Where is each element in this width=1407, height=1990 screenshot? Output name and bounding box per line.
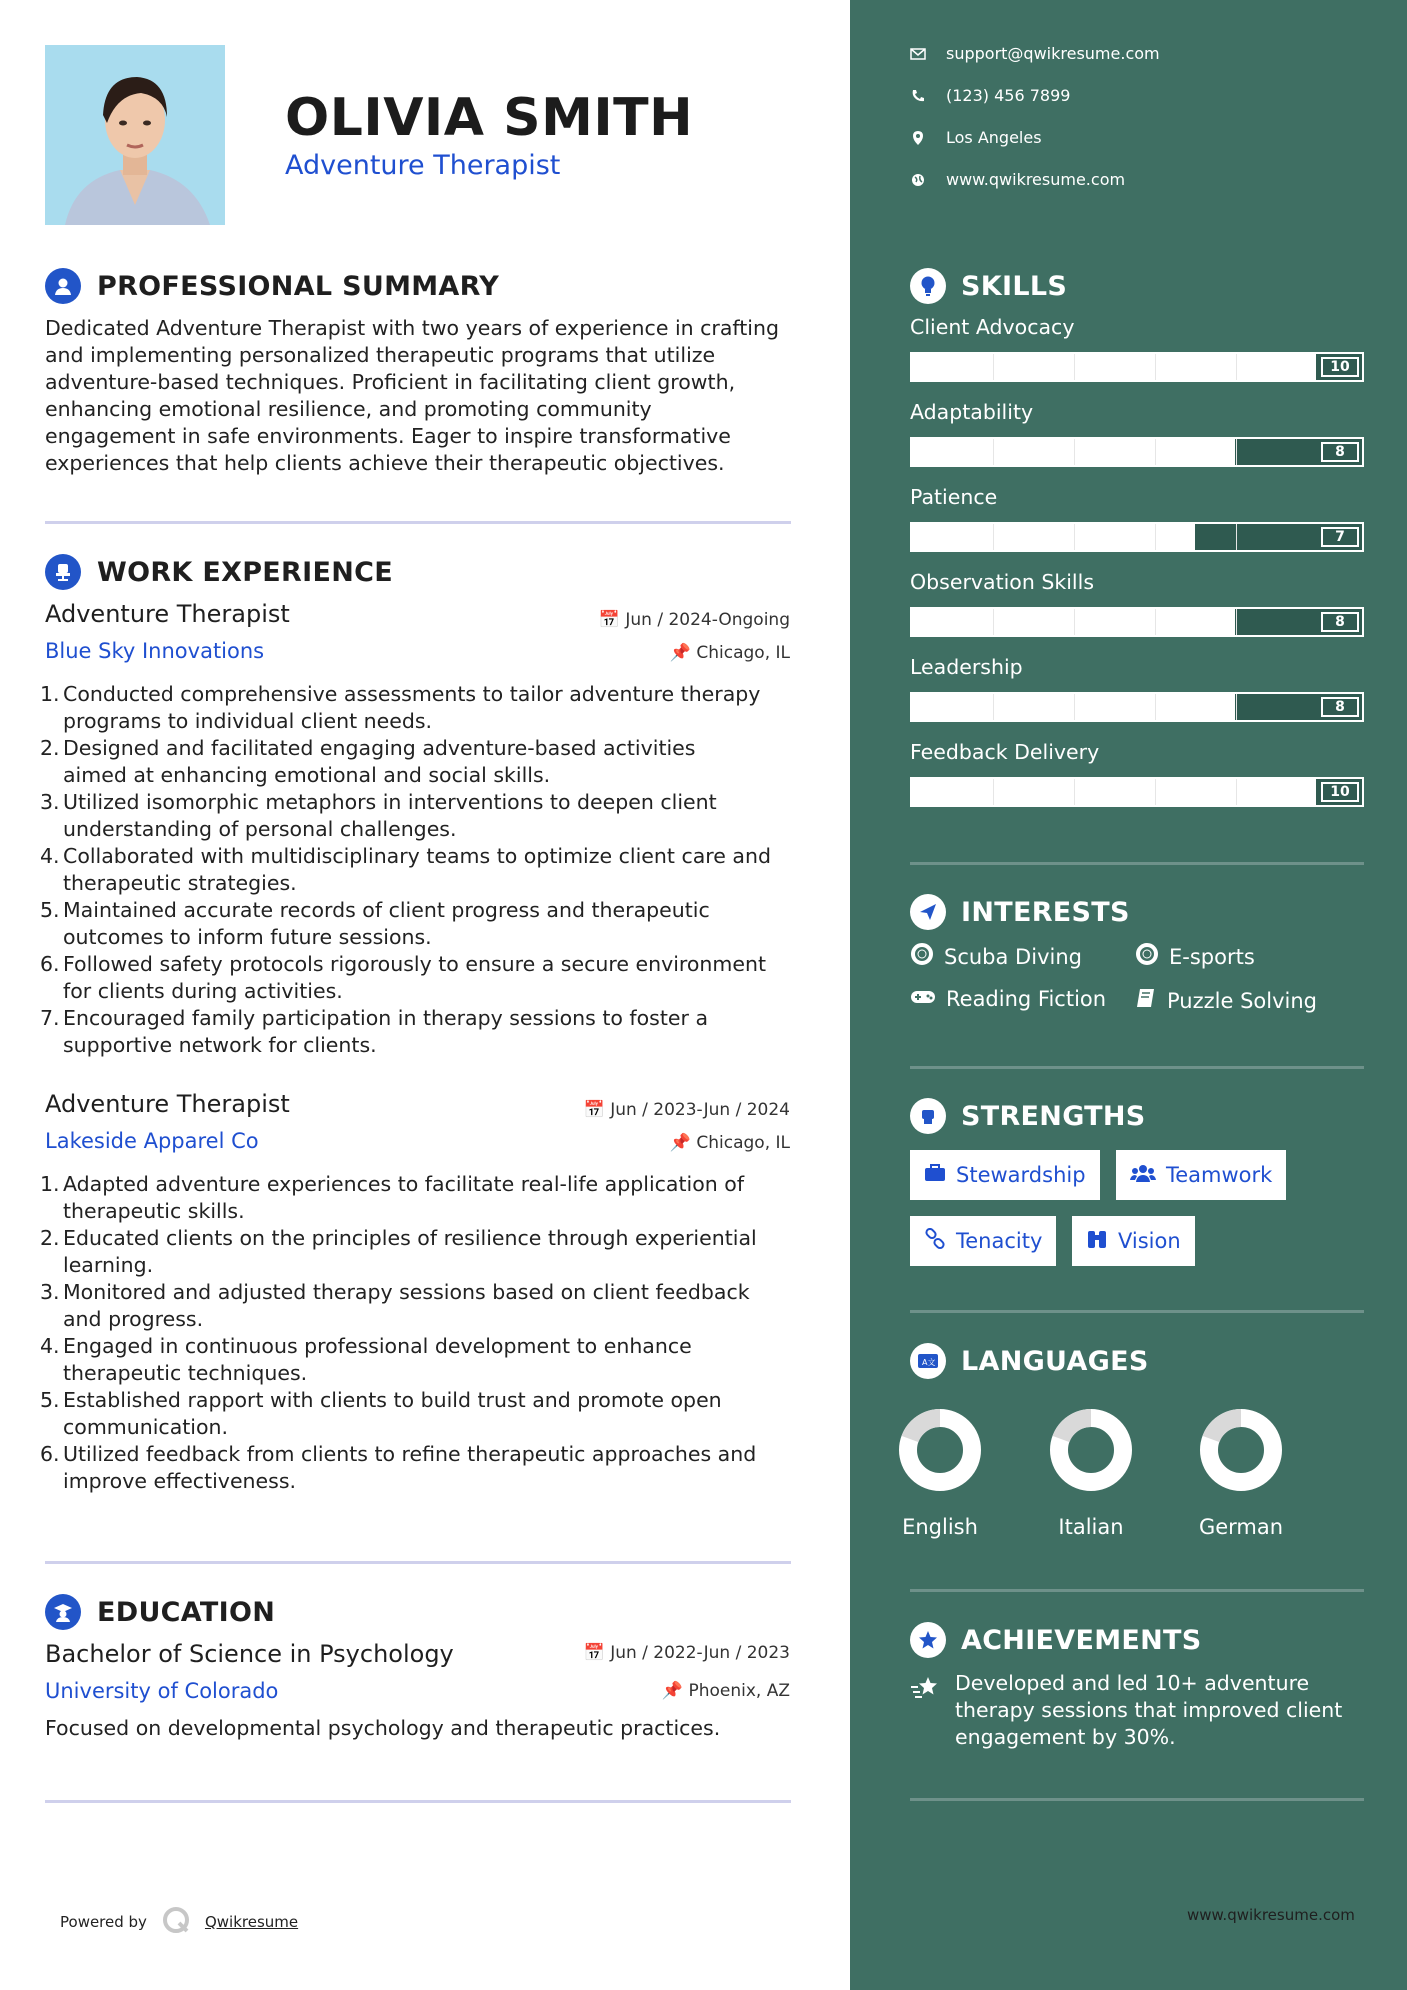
work-section-header: [45, 554, 393, 590]
section-divider: [45, 521, 791, 524]
lifebuoy-icon: [1135, 942, 1159, 971]
graduate-icon: [45, 1594, 81, 1630]
education-description: Focused on developmental psychology and therapeutic practices.: [45, 1716, 721, 1740]
section-divider: [910, 1798, 1364, 1801]
item-number: 4.: [40, 1334, 60, 1358]
summary-line: engagement in safe environments. Eager to inspire transformative: [45, 424, 731, 448]
section-divider: [910, 1589, 1364, 1592]
job-title: Adventure Therapist: [45, 600, 290, 628]
item-text: communication.: [63, 1415, 229, 1439]
summary-section-header: [45, 268, 499, 304]
job-duties: [40, 681, 800, 1059]
strength-label: Vision: [1118, 1229, 1181, 1253]
strengths-section-header: [910, 1098, 1146, 1134]
interests-title: INTERESTS: [961, 896, 1130, 928]
job-duties: [40, 1171, 800, 1495]
language-label: Italian: [1058, 1515, 1124, 1539]
strengths-title: STRENGTHS: [961, 1100, 1146, 1132]
item-text: Established rapport with clients to build trust and promote open: [63, 1388, 722, 1412]
skill-bar-segment: [1155, 694, 1156, 720]
education-title: EDUCATION: [97, 1596, 276, 1628]
job-company: Blue Sky Innovations: [45, 639, 265, 663]
item-text: Maintained accurate records of client progress and therapeutic: [63, 898, 710, 922]
skill-bar-segment: [1074, 524, 1075, 550]
contact-phone[interactable]: [910, 86, 1070, 105]
lifebuoy-icon: [910, 942, 934, 971]
interest-label: Puzzle Solving: [1167, 988, 1317, 1013]
skill-label: Client Advocacy: [910, 315, 1075, 339]
skill-bar-segment: [993, 779, 994, 805]
item-text: supportive network for clients.: [63, 1033, 377, 1057]
website-text: www.qwikresume.com: [946, 170, 1126, 189]
language-label: German: [1198, 1515, 1284, 1539]
job-location-text: Chicago, IL: [696, 643, 790, 663]
phone-text: (123) 456 7899: [946, 86, 1071, 105]
item-text: Utilized isomorphic metaphors in interventions to deepen client: [63, 790, 717, 814]
summary-line: Dedicated Adventure Therapist with two years of experience in crafting: [45, 316, 780, 340]
job-date: [0, 610, 790, 630]
book-icon: [1135, 987, 1157, 1014]
star-badge-icon: [910, 1622, 946, 1658]
item-text: improve effectiveness.: [63, 1469, 297, 1493]
language-donut: [1198, 1407, 1284, 1493]
work-title: WORK EXPERIENCE: [97, 556, 393, 588]
interest-label: E-sports: [1169, 944, 1255, 969]
job-date-text: Jun / 2024-Ongoing: [625, 610, 790, 630]
list-item: [40, 1387, 800, 1441]
pin-icon: 📌: [669, 643, 691, 663]
briefcase-chair-icon: [45, 554, 81, 590]
item-number: 5.: [40, 1388, 60, 1412]
skill-bar-segment: [1155, 354, 1156, 380]
item-text: learning.: [63, 1253, 154, 1277]
summary-line: experiences that help clients achieve their therapeutic objectives.: [45, 451, 725, 475]
location-text: Los Angeles: [946, 128, 1042, 147]
summary-line: and implementing personalized therapeutic programs that utilize: [45, 343, 716, 367]
strength-label: Tenacity: [956, 1229, 1043, 1253]
skill-label: Feedback Delivery: [910, 740, 1100, 764]
summary-line: enhancing emotional resilience, and promoting community: [45, 397, 652, 421]
language-donut: [897, 1407, 983, 1493]
achievements-section-header: [910, 1622, 1202, 1658]
interests-section-header: [910, 894, 1130, 930]
skill-bar: [910, 522, 1364, 552]
skill-bar-fill: [912, 779, 1316, 805]
item-text: aimed at enhancing emotional and social skills.: [63, 763, 551, 787]
degree-title: Bachelor of Science in Psychology: [45, 1640, 454, 1668]
item-text: outcomes to inform future sessions.: [63, 925, 432, 949]
language-label: English: [902, 1515, 978, 1539]
calendar-icon: 📅: [583, 1100, 605, 1120]
contact-location: [910, 128, 1042, 147]
achievement-line: therapy sessions that improved client: [955, 1698, 1343, 1722]
list-item: [40, 681, 800, 735]
qwikresume-logo-icon: [161, 1905, 191, 1939]
education-section-header: [45, 1594, 275, 1630]
fist-icon: [910, 1098, 946, 1134]
skill-bar-segment: [1236, 779, 1237, 805]
strength-label: Stewardship: [956, 1163, 1086, 1187]
candidate-role: Adventure Therapist: [285, 150, 561, 181]
briefcase-icon: [924, 1163, 946, 1187]
skill-bar-segment: [993, 354, 994, 380]
item-number: 1.: [40, 682, 60, 706]
job-location: [0, 1133, 790, 1153]
item-text: Engaged in continuous professional development to enhance: [63, 1334, 692, 1358]
users-icon: [1130, 1163, 1156, 1188]
section-divider: [45, 1561, 791, 1564]
brand-link[interactable]: Qwikresume: [204, 1913, 299, 1931]
item-number: 7.: [40, 1006, 60, 1030]
interest-label: Scuba Diving: [944, 944, 1082, 969]
list-item: [40, 789, 800, 843]
skill-value-badge: 10: [1321, 357, 1359, 377]
phone-icon: [910, 88, 926, 104]
item-number: 4.: [40, 844, 60, 868]
item-text: Educated clients on the principles of resilience through experiential: [63, 1226, 757, 1250]
item-text: Conducted comprehensive assessments to tailor adventure therapy: [63, 682, 761, 706]
section-divider: [45, 1800, 791, 1803]
language-item: [880, 1407, 1000, 1539]
item-text: Utilized feedback from clients to refine therapeutic approaches and: [63, 1442, 757, 1466]
summary-title: PROFESSIONAL SUMMARY: [97, 270, 500, 302]
list-item: [40, 1441, 800, 1495]
section-divider: [910, 862, 1364, 865]
link-icon: [924, 1228, 946, 1255]
list-item: [40, 843, 800, 897]
shooting-star-icon: [910, 1675, 942, 1705]
item-text: Adapted adventure experiences to facilitate real-life application of: [63, 1172, 745, 1196]
list-item: [40, 1171, 800, 1225]
map-marker-icon: [910, 130, 926, 146]
sidebar: [850, 0, 1407, 1990]
strength-label: Teamwork: [1166, 1163, 1273, 1187]
languages-section-header: [910, 1343, 1149, 1379]
skills-section-header: [910, 268, 1067, 304]
job-company: Lakeside Apparel Co: [45, 1129, 259, 1153]
skill-bar-segment: [1236, 609, 1237, 635]
item-number: 3.: [40, 1280, 60, 1304]
achievement-line: Developed and led 10+ adventure: [955, 1671, 1310, 1695]
list-item: [40, 1333, 800, 1387]
profile-photo: [45, 45, 225, 225]
summary-line: adventure-based techniques. Proficient in facilitating client growth,: [45, 370, 736, 394]
svg-text:A文: A文: [922, 1358, 936, 1367]
skill-bar-segment: [1236, 524, 1237, 550]
list-item: [40, 735, 800, 789]
lightbulb-icon: [910, 268, 946, 304]
pin-icon: 📌: [669, 1133, 691, 1153]
achievement-line: engagement by 30%.: [955, 1725, 1176, 1749]
skill-bar: [910, 352, 1364, 382]
skill-value-badge: 8: [1321, 442, 1359, 462]
calendar-icon: 📅: [598, 610, 620, 630]
item-number: 5.: [40, 898, 60, 922]
school-name: University of Colorado: [45, 1679, 279, 1703]
skill-label: Adaptability: [910, 400, 1034, 424]
item-text: Monitored and adjusted therapy sessions based on client feedback: [63, 1280, 750, 1304]
contact-email[interactable]: [910, 44, 1160, 63]
skill-bar-segment: [1074, 609, 1075, 635]
section-divider: [910, 1310, 1364, 1313]
skill-bar-segment: [1236, 694, 1237, 720]
skill-bar-segment: [1236, 354, 1237, 380]
email-text: support@qwikresume.com: [946, 44, 1160, 63]
strength-tag: [1072, 1216, 1195, 1266]
skill-bar-segment: [1074, 694, 1075, 720]
skill-bar-segment: [1074, 779, 1075, 805]
item-text: and progress.: [63, 1307, 204, 1331]
strength-tag: [910, 1216, 1056, 1266]
skill-bar-segment: [1074, 439, 1075, 465]
item-number: 1.: [40, 1172, 60, 1196]
education-date-text: Jun / 2022-Jun / 2023: [610, 1643, 790, 1663]
skill-bar-segment: [1155, 524, 1156, 550]
binoculars-icon: [1086, 1228, 1108, 1255]
education-location-text: Phoenix, AZ: [688, 1681, 790, 1701]
list-item: [40, 1005, 800, 1059]
skill-value-badge: 8: [1321, 697, 1359, 717]
item-text: therapeutic strategies.: [63, 871, 297, 895]
skill-bar-segment: [1074, 354, 1075, 380]
skill-bar-segment: [993, 694, 994, 720]
interest-label: Reading Fiction: [946, 987, 1107, 1011]
skill-value-badge: 10: [1321, 782, 1359, 802]
skill-bar-segment: [1155, 439, 1156, 465]
paper-plane-icon: [910, 894, 946, 930]
item-text: Followed safety protocols rigorously to ensure a secure environment: [63, 952, 767, 976]
item-text: Collaborated with multidisciplinary teams to optimize client care and: [63, 844, 771, 868]
item-text: therapeutic techniques.: [63, 1361, 308, 1385]
education-date: [0, 1643, 790, 1663]
languages-title: LANGUAGES: [961, 1345, 1149, 1377]
skill-label: Leadership: [910, 655, 1023, 679]
item-text: for clients during activities.: [63, 979, 343, 1003]
strength-tag: [1116, 1150, 1286, 1200]
skills-title: SKILLS: [961, 270, 1068, 302]
language-donut: [1048, 1407, 1134, 1493]
item-number: 6.: [40, 952, 60, 976]
item-text: Encouraged family participation in therapy sessions to foster a: [63, 1006, 709, 1030]
achievement-text: [955, 1670, 1365, 1751]
powered-by-label: Powered by: [60, 1913, 147, 1931]
candidate-name: OLIVIA SMITH: [285, 88, 694, 148]
list-item: [40, 951, 800, 1005]
interest-item: [1135, 987, 1317, 1014]
language-item: [1031, 1407, 1151, 1539]
interest-item: [910, 942, 1082, 971]
summary-text: [45, 315, 795, 477]
skill-bar-segment: [993, 609, 994, 635]
contact-website[interactable]: [910, 170, 1125, 189]
item-number: 2.: [40, 736, 60, 760]
job-location: [0, 643, 790, 663]
skill-bar-segment: [1155, 779, 1156, 805]
strength-tag: [910, 1150, 1100, 1200]
skill-bar-segment: [993, 524, 994, 550]
item-text: understanding of personal challenges.: [63, 817, 457, 841]
item-number: 3.: [40, 790, 60, 814]
skill-bar: [910, 437, 1364, 467]
user-icon: [45, 268, 81, 304]
skill-label: Patience: [910, 485, 998, 509]
envelope-icon: [910, 46, 926, 62]
interest-item: [1135, 942, 1255, 971]
skill-bar-segment: [993, 439, 994, 465]
job-date: [0, 1100, 790, 1120]
language-item: [1181, 1407, 1301, 1539]
skill-label: Observation Skills: [910, 570, 1094, 594]
list-item: [40, 1225, 800, 1279]
skill-bar-segment: [1236, 439, 1237, 465]
job-title: Adventure Therapist: [45, 1090, 290, 1118]
skill-bar-segment: [1155, 609, 1156, 635]
achievements-title: ACHIEVEMENTS: [961, 1624, 1202, 1656]
skill-value-badge: 8: [1321, 612, 1359, 632]
skill-value-badge: 7: [1321, 527, 1359, 547]
list-item: [40, 897, 800, 951]
gamepad-icon: [910, 987, 936, 1011]
list-item: [40, 1279, 800, 1333]
globe-icon: [910, 172, 926, 188]
skill-bar: [910, 777, 1364, 807]
powered-by: [60, 1905, 298, 1939]
item-text: Designed and facilitated engaging adventure-based activities: [63, 736, 696, 760]
pin-icon: 📌: [661, 1681, 684, 1701]
calendar-icon: 📅: [583, 1643, 605, 1663]
item-number: 6.: [40, 1442, 60, 1466]
section-divider: [910, 1066, 1364, 1069]
footer-website[interactable]: www.qwikresume.com: [1187, 1906, 1355, 1924]
skill-bar: [910, 607, 1364, 637]
education-location: [0, 1681, 790, 1701]
item-text: programs to individual client needs.: [63, 709, 433, 733]
skill-bar-fill: [912, 524, 1195, 550]
language-icon: [910, 1343, 946, 1379]
interest-item: [910, 987, 1106, 1011]
item-text: therapeutic skills.: [63, 1199, 245, 1223]
job-location-text: Chicago, IL: [696, 1133, 790, 1153]
item-number: 2.: [40, 1226, 60, 1250]
skill-bar: [910, 692, 1364, 722]
job-date-text: Jun / 2023-Jun / 2024: [610, 1100, 790, 1120]
skill-bar-fill: [912, 354, 1316, 380]
